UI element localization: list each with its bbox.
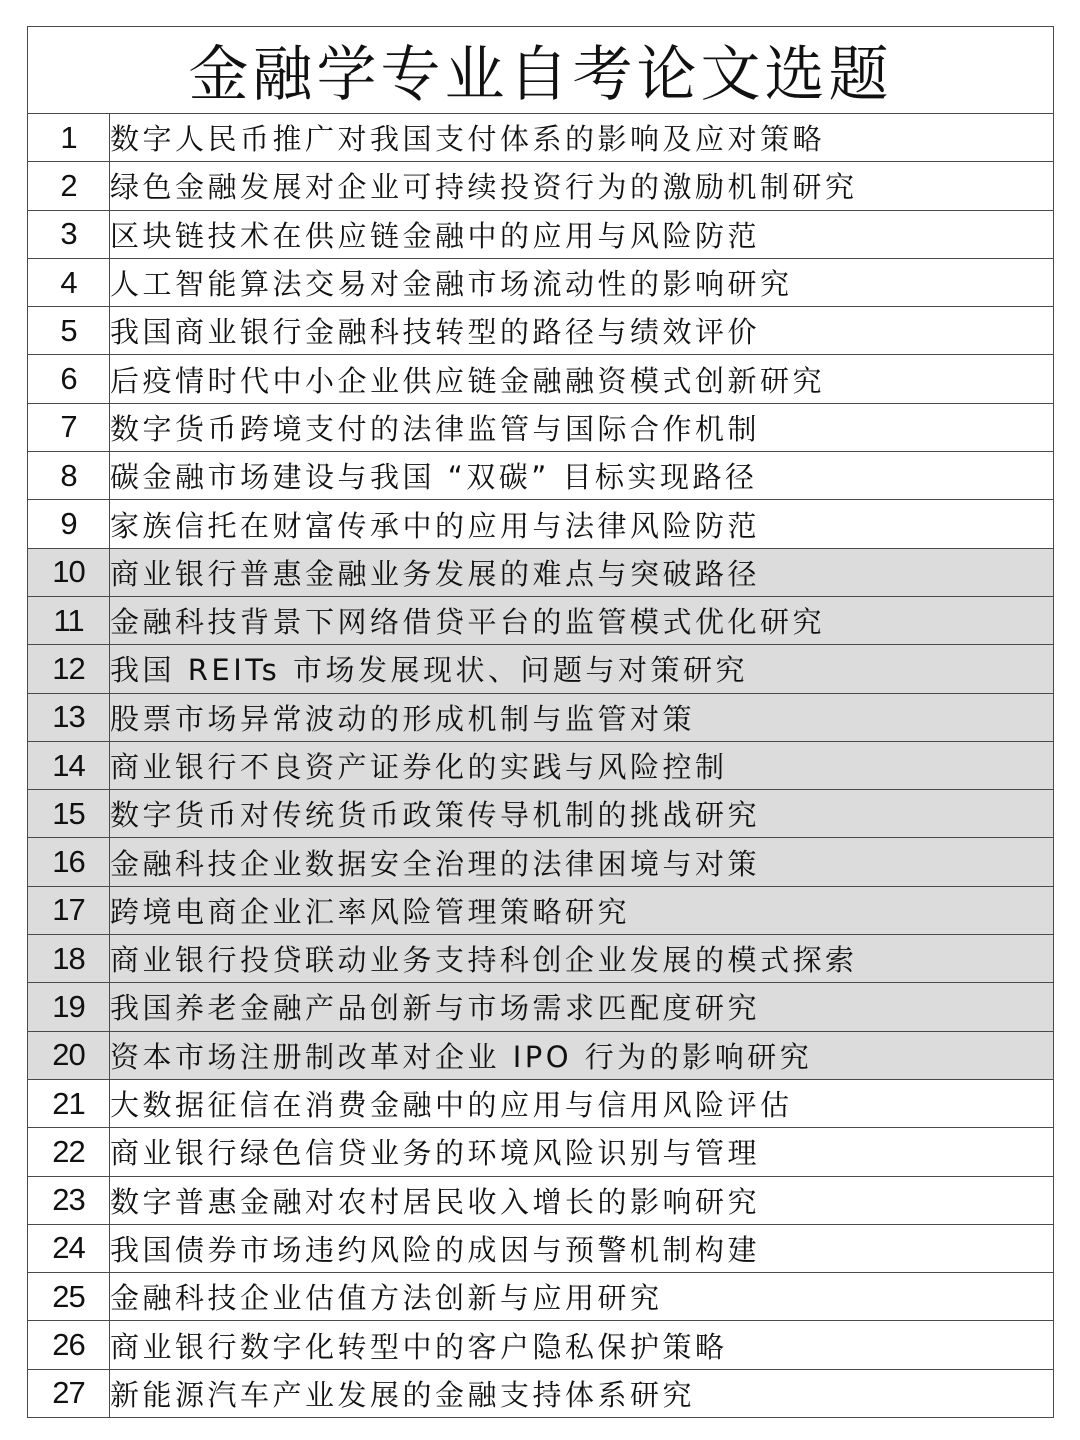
topic-title: 跨境电商企业汇率风险管理策略研究: [110, 886, 1054, 934]
topic-title: 家族信托在财富传承中的应用与法律风险防范: [110, 500, 1054, 548]
row-number: 4: [28, 258, 110, 306]
table-row: [28, 645, 1054, 693]
topic-title: 金融科技企业数据安全治理的法律困境与对策: [110, 838, 1054, 886]
table-row: [28, 307, 1054, 355]
row-number: 16: [28, 838, 110, 886]
topic-title: 我国 REITs 市场发展现状、问题与对策研究: [110, 645, 1054, 693]
row-number: 19: [28, 983, 110, 1031]
table-row: [28, 838, 1054, 886]
row-number: 2: [28, 162, 110, 210]
table-row: [28, 1321, 1054, 1369]
topic-title: 股票市场异常波动的形成机制与监管对策: [110, 693, 1054, 741]
topic-title: 数字人民币推广对我国支付体系的影响及应对策略: [110, 114, 1054, 162]
table-row: [28, 1079, 1054, 1127]
table-row: [28, 355, 1054, 403]
row-number: 27: [28, 1369, 110, 1417]
table-row: [28, 1224, 1054, 1272]
topic-title: 金融科技企业估值方法创新与应用研究: [110, 1273, 1054, 1321]
row-number: 3: [28, 210, 110, 258]
topic-title: 新能源汽车产业发展的金融支持体系研究: [110, 1369, 1054, 1417]
table-row: [28, 1128, 1054, 1176]
topic-table: [27, 26, 1054, 1418]
table-row: [28, 114, 1054, 162]
row-number: 12: [28, 645, 110, 693]
table-row: [28, 741, 1054, 789]
table-row: [28, 886, 1054, 934]
topic-title: 我国商业银行金融科技转型的路径与绩效评价: [110, 307, 1054, 355]
table-row: [28, 548, 1054, 596]
topic-title: 资本市场注册制改革对企业 IPO 行为的影响研究: [110, 1031, 1054, 1079]
topic-title: 商业银行绿色信贷业务的环境风险识别与管理: [110, 1128, 1054, 1176]
topic-title: 绿色金融发展对企业可持续投资行为的激励机制研究: [110, 162, 1054, 210]
row-number: 10: [28, 548, 110, 596]
row-number: 14: [28, 741, 110, 789]
table-row: [28, 790, 1054, 838]
row-number: 11: [28, 596, 110, 644]
row-number: 7: [28, 403, 110, 451]
row-number: 9: [28, 500, 110, 548]
row-number: 25: [28, 1273, 110, 1321]
row-number: 6: [28, 355, 110, 403]
row-number: 24: [28, 1224, 110, 1272]
table-row: [28, 258, 1054, 306]
table-row: [28, 210, 1054, 258]
topic-title: 大数据征信在消费金融中的应用与信用风险评估: [110, 1079, 1054, 1127]
topic-title: 区块链技术在供应链金融中的应用与风险防范: [110, 210, 1054, 258]
table-row: [28, 935, 1054, 983]
topic-title: 商业银行普惠金融业务发展的难点与突破路径: [110, 548, 1054, 596]
row-number: 8: [28, 452, 110, 500]
row-number: 26: [28, 1321, 110, 1369]
table-row: [28, 403, 1054, 451]
topic-list: [28, 114, 1054, 1418]
row-number: 20: [28, 1031, 110, 1079]
topic-title: 数字货币对传统货币政策传导机制的挑战研究: [110, 790, 1054, 838]
table-row: [28, 1031, 1054, 1079]
table-row: [28, 452, 1054, 500]
row-number: 15: [28, 790, 110, 838]
topic-title: 商业银行投贷联动业务支持科创企业发展的模式探索: [110, 935, 1054, 983]
table-row: [28, 1176, 1054, 1224]
row-number: 5: [28, 307, 110, 355]
row-number: 13: [28, 693, 110, 741]
table-row: [28, 693, 1054, 741]
row-number: 17: [28, 886, 110, 934]
table-row: [28, 162, 1054, 210]
row-number: 1: [28, 114, 110, 162]
page-title: 金融学专业自考论文选题: [28, 27, 1054, 114]
row-number: 23: [28, 1176, 110, 1224]
topic-title: 数字普惠金融对农村居民收入增长的影响研究: [110, 1176, 1054, 1224]
topic-title: 人工智能算法交易对金融市场流动性的影响研究: [110, 258, 1054, 306]
table-row: [28, 983, 1054, 1031]
row-number: 22: [28, 1128, 110, 1176]
topic-title: 金融科技背景下网络借贷平台的监管模式优化研究: [110, 596, 1054, 644]
table-row: [28, 1273, 1054, 1321]
topic-title: 数字货币跨境支付的法律监管与国际合作机制: [110, 403, 1054, 451]
topic-title: 碳金融市场建设与我国 “双碳” 目标实现路径: [110, 452, 1054, 500]
topic-title: 后疫情时代中小企业供应链金融融资模式创新研究: [110, 355, 1054, 403]
table-row: [28, 596, 1054, 644]
table-row: [28, 1369, 1054, 1417]
topic-title: 我国养老金融产品创新与市场需求匹配度研究: [110, 983, 1054, 1031]
topic-title: 商业银行数字化转型中的客户隐私保护策略: [110, 1321, 1054, 1369]
topic-title: 商业银行不良资产证券化的实践与风险控制: [110, 741, 1054, 789]
table-row: [28, 500, 1054, 548]
row-number: 18: [28, 935, 110, 983]
row-number: 21: [28, 1079, 110, 1127]
topic-title: 我国债券市场违约风险的成因与预警机制构建: [110, 1224, 1054, 1272]
